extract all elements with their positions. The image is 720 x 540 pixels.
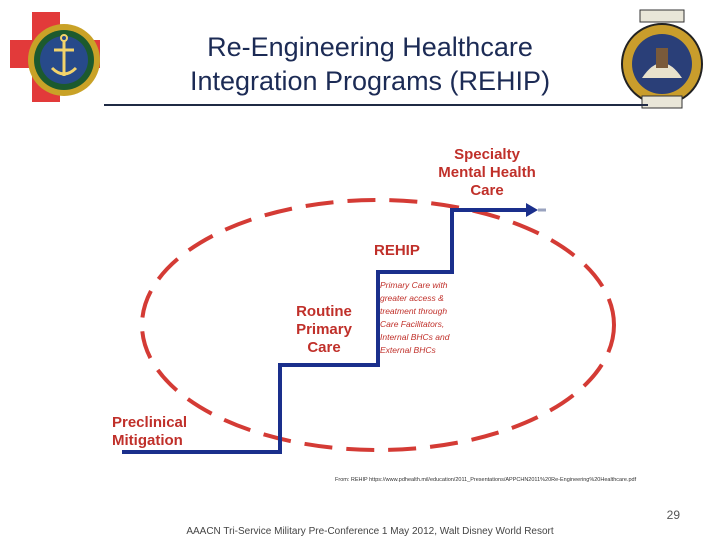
preclinical-mitigation-label: Preclinical Mitigation [112, 414, 188, 449]
routine-primary-care-label: Routine Primary Care [296, 303, 352, 356]
rehip-description: Primary Care with greater access & treatment through Care Facilitators, Internal BHCs and External BHCs [380, 280, 450, 355]
page-number: 29 [666, 508, 680, 522]
specialty-mental-health-care-label: Specialty Mental Health Care [438, 146, 536, 199]
title-line-2: Integration Programs (REHIP) [189, 66, 551, 96]
step-arrowhead [526, 203, 538, 217]
footer-text: AAACN Tri-Service Military Pre-Conference 1 May 2012, Walt Disney World Resort [186, 526, 554, 537]
source-citation: From: REHIP https://www.pdhealth.mil/education/2011_Presentations/APPCHN2011%20Re-Engineering%20Healthcare.pdf [335, 477, 637, 483]
title-line-1: Re-Engineering Healthcare [207, 32, 533, 62]
rehip-label: REHIP [374, 242, 420, 259]
